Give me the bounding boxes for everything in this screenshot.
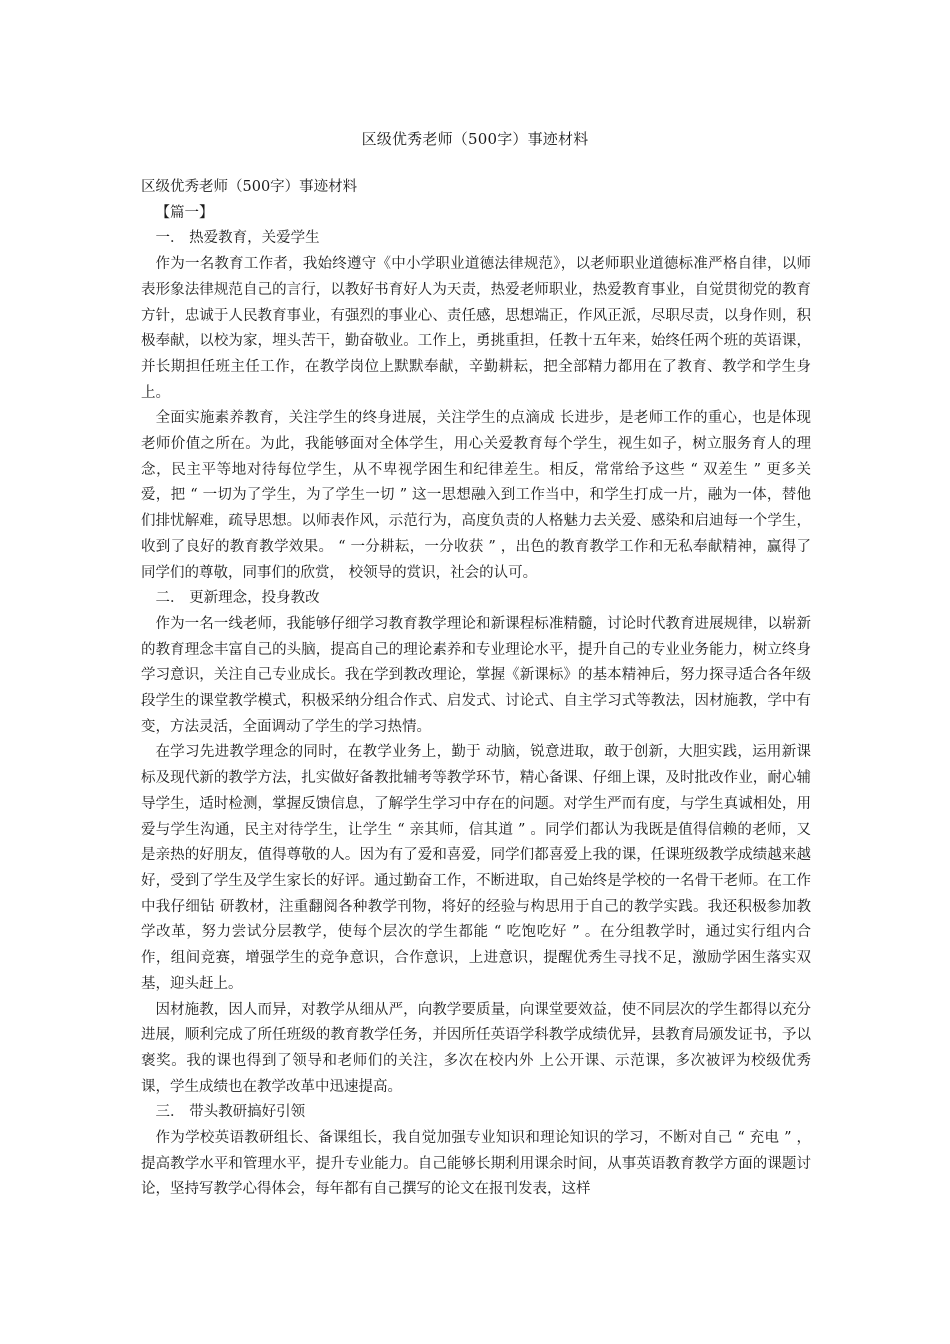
chapter-label: 【篇一】 <box>155 204 214 221</box>
document-subtitle: 区级优秀老师（500字）事迹材料 <box>141 179 358 195</box>
paragraph: 在学习先进教学理念的同时，在教学业务上，勤于 动脑，锐意进取，敢于创新，大胆实践，运用新课标及现代新的教学方法，扎实做好备教批辅考等教学环节，精心备课、仔细上课，及时批改作业，耐心辅导学生，适时检测，掌握反馈信息，了解学生学习中存在的问题。对学生严而有度，与学生真诚相处，用爱与学生沟通，民主对待学生，让学生 “ 亲其师，信其道 ” 。同学们都认为我既是值得信赖的老师，又是亲热的好朋友，值得尊敬的人。因为有了爱和喜爱，同学们都喜爱上我的课，任课班级教学成绩越来越好，受到了学生及学生家长的好评。通过勤奋工作，不断进取，自己始终是学校的一名骨干老师。在工作中我仔细钻 研教材，注重翻阅各种教学刊物，将好的经验与构思用于自己的教学实践。我还积极参加教学改革，努力尝试分层教学，使每个层次的学生都能 “ 吃饱吃好 ” 。在分组教学时，通过实行组内合作，组间竞赛，增强学生的竞争意识，合作意识，上进意识，提醒优秀生寻找不足，激励学困生落实双基，迎头赶上。 <box>141 744 811 992</box>
paragraph: 作为一名一线老师，我能够仔细学习教育教学理论和新课程标准精髓，讨论时代教育进展规律，以崭新的教育理念丰富自己的头脑，提高自己的理论素养和专业理论水平，提升自己的专业业务能力，树立终身学习意识，关注自己专业成长。我在学到教改理论，掌握《新课标》的基本精神后，努力探寻适合各年级段学生的课堂教学模式，积极采纳分组合作式、启发式、讨论式、自主学习式等教法，因材施教，学中有变，方法灵活，全面调动了学生的学习热情。 <box>141 615 811 735</box>
section-heading-2: 二． 更新理念，投身教改 <box>155 590 320 607</box>
paragraph: 作为一名教育工作者，我始终遵守《中小学职业道德法律规范》，以老师职业道德标准严格自律，以师表形象法律规范自己的言行，以教好书育好人为天责，热爱老师职业，热爱教育事业，自觉贯彻党的教育方针，忠诚于人民教育事业，有强烈的事业心、责任感，思想端正，作风正派，尽职尽责，以身作则，积极奉献，以校为家，埋头苦干，勤奋敬业。工作上，勇挑重担，任教十五年来，始终任两个班的英语课，并长期担任班主任工作，在教学岗位上默默奉献，辛勤耕耘，把全部精力都用在了教育、教学和学生身上。 <box>141 256 811 401</box>
paragraph: 全面实施素养教育，关注学生的终身进展，关注学生的点滴成 长进步，是老师工作的重心，也是体现老师价值之所在。为此，我能够面对全体学生，用心关爱教育每个学生，视生如子，树立服务育人的理念，民主平等地对待每位学生，从不卑视学困生和纪律差生。相反，常常给予这些 “ 双差生 ” 更多关爱，把 “ 一切为了学生，为了学生一切 ” 这一思想融入到工作当中，和学生打成一片，融为一体，替他们排忧解难，疏导思想。以师表作风，示范行为，高度负责的人格魅力去关爱、感染和启迪每一个学生，收到了良好的教育教学效果。 “ 一分耕耘，一分收获 ” ，出色的教育教学工作和无私奉献精神，赢得了同学们的尊敬，同事们的欣赏， 校领导的赏识，社会的认可。 <box>141 410 811 581</box>
document-title: 区级优秀老师（500字）事迹材料 <box>361 130 589 148</box>
paragraph: 作为学校英语教研组长、备课组长，我自觉加强专业知识和理论知识的学习，不断对自己 “ 充电 ” ，提高教学水平和管理水平，提升专业能力。自己能够长期利用课余时间，从事英语教育教学方面的课题讨论，坚持写教学心得体会，每年都有自己撰写的论文在报刊发表，这样 <box>141 1130 811 1198</box>
section-heading-1: 一． 热爱教育，关爱学生 <box>155 230 320 247</box>
section-heading-3: 三． 带头教研搞好引领 <box>155 1104 306 1121</box>
document-body <box>141 175 811 1203</box>
paragraph: 因材施教，因人而异，对教学从细从严，向教学要质量，向课堂要效益，使不同层次的学生都得以充分进展，顺利完成了所任班级的教育教学任务，并因所任英语学科教学成绩优异，县教育局颁发证书，予以褒奖。我的课也得到了领导和老师们的关注，多次在校内外 上公开课、示范课，多次被评为校级优秀课，学生成绩也在教学改革中迅速提高。 <box>141 1001 811 1095</box>
